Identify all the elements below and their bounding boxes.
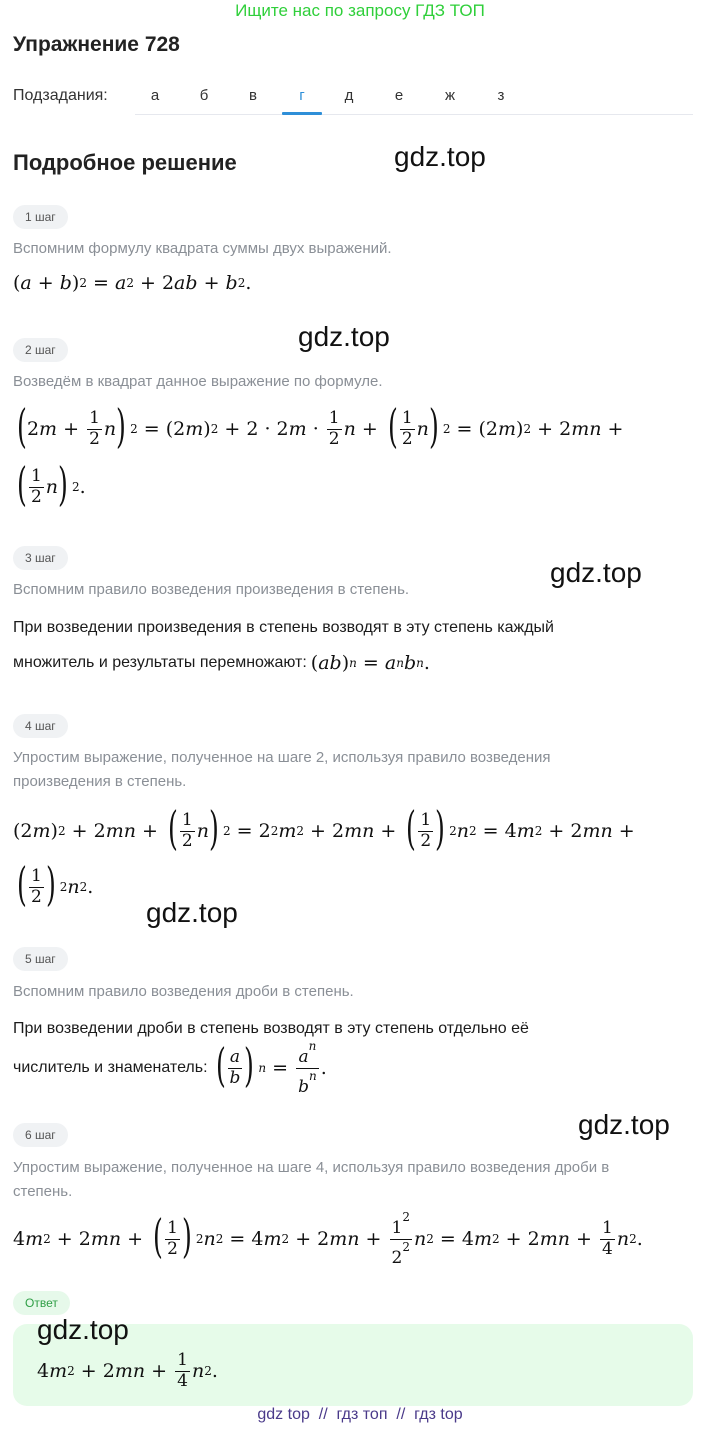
subtask-tab-b[interactable]: б xyxy=(199,87,209,104)
step-hint: произведения в степень. xyxy=(13,773,187,790)
subtask-tab-d[interactable]: д xyxy=(344,87,354,104)
watermark: gdz.top xyxy=(578,1109,670,1140)
step-hint: Вспомним правило возведения произведения в степень. xyxy=(13,581,410,598)
formula-fraction-power: ( $\frac{a}{b}$ ) n = $\frac{a^n}{b^n}$ . xyxy=(215,1038,327,1097)
formula-step2-line2: ( $\frac{1}{2}$ n ) 2 . xyxy=(17,457,86,511)
step-hint: Упростим выражение, полученное на шаге 4, используя правило возведения дроби в xyxy=(13,1159,610,1176)
step-badge: 1 шаг xyxy=(13,205,68,229)
step-badge: 2 шаг xyxy=(13,338,68,362)
step-badge: 4 шаг xyxy=(13,714,68,738)
formula-step4-line1: (2 m ) 2 + 2 mn + ( $\frac{1}{2}$ n ) 2 = 2 2 m 2 + 2 mn + ( $\frac{1}{2}$ ) 2 n 2 = 4 m 2 + 2 mn + xyxy=(13,801,635,855)
watermark: gdz.top xyxy=(37,1314,129,1345)
watermark: gdz.top xyxy=(146,897,238,928)
formula-product-power: ( ab ) n = a n b n . xyxy=(310,652,430,674)
rule-text-with-formula xyxy=(13,646,430,680)
rule-text: При возведении произведения в степень возводят в эту степень каждый xyxy=(13,619,554,636)
formula-sum-square: ( a + b ) 2 = a 2 + 2 ab + b 2 . xyxy=(13,272,252,294)
subtask-tab-e[interactable]: е xyxy=(394,87,404,104)
subtask-tab-z[interactable]: з xyxy=(497,87,505,104)
step-hint: Вспомним формулу квадрата суммы двух выражений. xyxy=(13,240,392,257)
step-hint: Упростим выражение, полученное на шаге 2, используя правило возведения xyxy=(13,749,551,766)
rule-text-with-formula xyxy=(13,1038,327,1097)
subtask-tab-g[interactable]: г xyxy=(299,87,305,104)
formula-step6: 4 m 2 + 2 mn + ( $\frac{1}{2}$ ) 2 n 2 = 4 m 2 + 2 mn + $\frac{1^2}{2^2}$ n 2 = 4 m 2 + 2 mn + $\frac{1}{4}$ n 2 . xyxy=(13,1209,643,1268)
subtasks-divider xyxy=(135,114,693,115)
rule-text: множитель и результаты перемножают: xyxy=(13,654,307,671)
watermark: gdz.top xyxy=(298,321,390,352)
formula-step4-line2: ( $\frac{1}{2}$ ) 2 n 2 . xyxy=(17,857,94,911)
rule-text: При возведении дроби в степень возводят в эту степень отдельно её xyxy=(13,1020,529,1037)
watermark: gdz.top xyxy=(550,557,642,588)
subtask-tab-a[interactable]: а xyxy=(150,87,160,104)
footer-links xyxy=(0,1406,720,1424)
footer-text: gdz top // гдз топ // гдз top xyxy=(257,1406,463,1423)
answer-formula: 4 m 2 + 2 mn + $\frac{1}{4}$ n 2 . xyxy=(37,1349,218,1391)
step-hint: Возведём в квадрат данное выражение по формуле. xyxy=(13,373,383,390)
active-tab-indicator xyxy=(282,112,322,115)
answer-badge: Ответ xyxy=(13,1291,70,1315)
step-hint: Вспомним правило возведения дроби в степень. xyxy=(13,983,354,1000)
formula-step2-line1: ( 2 m + $\frac{1}{2}$ n ) 2 = (2 m ) 2 + 2 · 2 m · $\frac{1}{2}$ n + ( $\frac{1}{2}$ n ) 2 = (2 m ) 2 + 2 mn + xyxy=(17,399,624,453)
step-badge: 5 шаг xyxy=(13,947,68,971)
subtask-tab-v[interactable]: в xyxy=(249,87,257,104)
step-hint: степень. xyxy=(13,1183,73,1200)
rule-text: числитель и знаменатель: xyxy=(13,1059,208,1076)
section-title: Подробное решение xyxy=(13,150,237,175)
subtasks-label: Подзадания: xyxy=(13,87,108,104)
promo-banner: Ищите нас по запросу ГДЗ ТОП xyxy=(235,1,485,20)
step-badge: 6 шаг xyxy=(13,1123,68,1147)
subtask-tab-zh[interactable]: ж xyxy=(444,87,456,104)
watermark: gdz.top xyxy=(394,141,486,172)
exercise-title: Упражнение 728 xyxy=(13,33,180,56)
step-badge: 3 шаг xyxy=(13,546,68,570)
